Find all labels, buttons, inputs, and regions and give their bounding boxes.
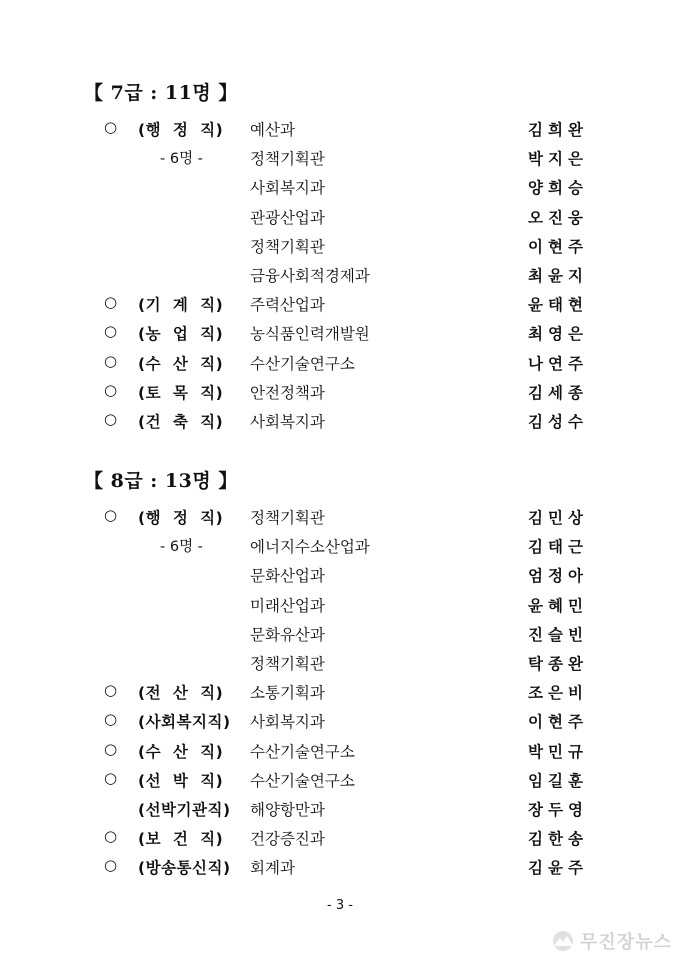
job-category: (수 산 직) xyxy=(138,742,224,761)
person-name: 엄정아 xyxy=(528,567,588,586)
person-name: 임길훈 xyxy=(528,771,588,790)
table-row xyxy=(0,202,680,230)
person-name: 윤혜민 xyxy=(528,596,588,615)
person-name: 김한송 xyxy=(528,830,588,849)
section-heading-grade8: 【 8급 : 13명 】 xyxy=(84,470,238,492)
department: 정책기획관 xyxy=(250,509,325,527)
job-category: (행 정 직) xyxy=(138,509,224,527)
person-name: 장두영 xyxy=(528,801,588,819)
department: 소통기획과 xyxy=(250,684,325,703)
person-name: 박지은 xyxy=(528,150,588,169)
person-name: 김윤주 xyxy=(528,859,588,878)
department: 수산기술연구소 xyxy=(250,354,355,373)
bullet-marker: ○ xyxy=(104,827,118,846)
person-name: 윤태현 xyxy=(528,296,588,315)
job-category: (사회복지직) xyxy=(138,713,231,732)
table-row xyxy=(0,706,680,734)
person-name: 이현주 xyxy=(528,713,588,732)
job-category: (선 박 직) xyxy=(138,771,224,790)
bullet-marker: ○ xyxy=(104,681,118,700)
table-row xyxy=(0,260,680,288)
job-category: (전 산 직) xyxy=(138,684,224,703)
department: 회계과 xyxy=(250,859,295,878)
table-row xyxy=(0,677,680,705)
table-row xyxy=(0,502,680,530)
table-row xyxy=(0,619,680,647)
bullet-marker: ○ xyxy=(104,410,118,428)
department: 관광산업과 xyxy=(250,208,325,227)
table-row xyxy=(0,348,680,376)
table-row xyxy=(0,172,680,200)
section-heading-grade7: 【 7급 : 11명 】 xyxy=(84,82,238,104)
bullet-marker: ○ xyxy=(104,351,118,370)
person-name: 김희완 xyxy=(528,121,588,139)
table-row xyxy=(0,823,680,851)
table-row xyxy=(0,736,680,764)
person-name: 진슬빈 xyxy=(528,625,588,644)
person-name: 이현주 xyxy=(528,237,588,256)
department: 정책기획관 xyxy=(250,655,325,673)
table-row xyxy=(0,289,680,317)
table-row xyxy=(0,406,680,434)
job-category: (행 정 직) xyxy=(138,121,224,139)
person-name: 김성수 xyxy=(528,413,588,431)
page-number: - 3 - xyxy=(327,898,353,913)
job-category: (기 계 직) xyxy=(138,296,224,315)
bullet-marker: ○ xyxy=(104,856,118,875)
department: 안전정책과 xyxy=(250,383,325,402)
job-category: (토 목 직) xyxy=(138,383,224,402)
job-category: (방송통신직) xyxy=(138,859,231,878)
bullet-marker: ○ xyxy=(104,118,118,136)
department: 수산기술연구소 xyxy=(250,742,355,761)
table-row xyxy=(0,114,680,142)
bullet-marker: ○ xyxy=(104,322,118,341)
department: 문화유산과 xyxy=(250,625,325,644)
department: 사회복지과 xyxy=(250,179,325,198)
table-row xyxy=(0,560,680,588)
person-name: 김민상 xyxy=(528,509,588,527)
person-name: 최윤지 xyxy=(528,267,588,285)
bullet-marker: ○ xyxy=(104,506,118,524)
job-category: (선박기관직) xyxy=(138,801,231,819)
department: 수산기술연구소 xyxy=(250,771,355,790)
person-name: 최영은 xyxy=(528,325,588,344)
mountain-logo-icon xyxy=(550,930,576,952)
table-row xyxy=(0,231,680,259)
category-count: - 6명 - xyxy=(160,151,203,168)
job-category: (수 산 직) xyxy=(138,354,224,373)
bullet-marker: ○ xyxy=(104,739,118,758)
job-category: (건 축 직) xyxy=(138,413,224,431)
table-row xyxy=(0,765,680,793)
table-row xyxy=(0,143,680,171)
job-category: (보 건 직) xyxy=(138,830,224,849)
department: 주력산업과 xyxy=(250,296,325,315)
person-name: 오진웅 xyxy=(528,208,588,227)
bullet-marker: ○ xyxy=(104,380,118,399)
department: 금융사회적경제과 xyxy=(250,267,370,285)
table-row xyxy=(0,794,680,822)
table-row xyxy=(0,648,680,676)
person-name: 김태근 xyxy=(528,538,588,557)
department: 농식품인력개발원 xyxy=(250,325,370,344)
department: 사회복지과 xyxy=(250,713,325,732)
department: 문화산업과 xyxy=(250,567,325,586)
table-row xyxy=(0,531,680,559)
bullet-marker: ○ xyxy=(104,768,118,787)
person-name: 조은비 xyxy=(528,684,588,703)
department: 건강증진과 xyxy=(250,830,325,849)
department: 정책기획관 xyxy=(250,150,325,169)
department: 예산과 xyxy=(250,121,295,139)
category-count: - 6명 - xyxy=(160,539,203,556)
job-category: (농 업 직) xyxy=(138,325,224,344)
watermark xyxy=(550,926,672,956)
table-row xyxy=(0,852,680,880)
bullet-marker: ○ xyxy=(104,710,118,729)
department: 사회복지과 xyxy=(250,413,325,431)
table-row xyxy=(0,318,680,346)
person-name: 양희승 xyxy=(528,179,588,198)
department: 에너지수소산업과 xyxy=(250,538,370,557)
table-row xyxy=(0,377,680,405)
watermark-text: 무진장뉴스 xyxy=(580,932,672,953)
person-name: 나연주 xyxy=(528,354,588,373)
department: 미래산업과 xyxy=(250,596,325,615)
table-row xyxy=(0,590,680,618)
department: 정책기획관 xyxy=(250,237,325,256)
bullet-marker: ○ xyxy=(104,293,118,312)
person-name: 김세종 xyxy=(528,383,588,402)
person-name: 탁종완 xyxy=(528,655,588,673)
department: 해양항만과 xyxy=(250,801,325,819)
person-name: 박민규 xyxy=(528,742,588,761)
